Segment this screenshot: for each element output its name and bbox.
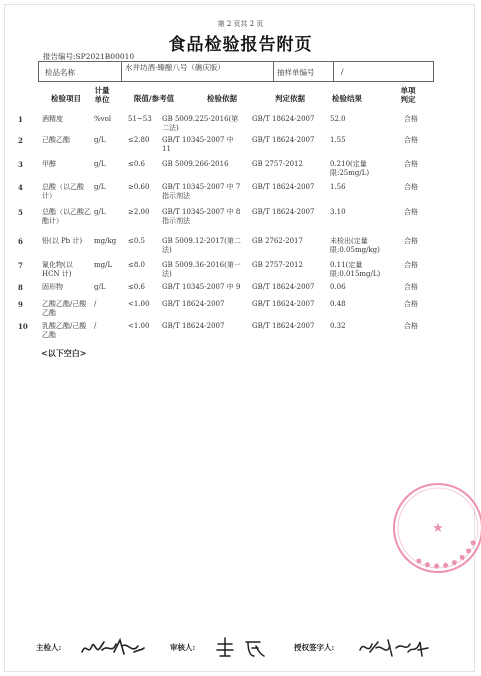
cell-method: GB/T 10345-2007 中 11 [162, 136, 234, 153]
reviewer-label: 审核人: [170, 643, 196, 652]
cell-verdict: 合格 [404, 115, 418, 123]
inspector-signature [78, 636, 148, 660]
sample-no-value: / [341, 67, 344, 76]
cell-unit: g/L [94, 183, 106, 191]
cell-method: GB 5009.36-2016(第一法) [162, 261, 241, 278]
cell-standard: GB/T 18624-2007 [252, 183, 315, 191]
cell-unit: / [94, 300, 97, 308]
cell-verdict: 合格 [404, 300, 418, 308]
cell-result: 52.0 [330, 115, 346, 123]
cell-item: 固形物 [42, 283, 63, 291]
cell-item: 铅(以 Pb 计) [42, 237, 83, 245]
sample-no-label: 抽样单编号 [277, 68, 315, 77]
cell-limit: <1.00 [128, 300, 150, 308]
cell-no: 4 [18, 183, 23, 192]
signer-signature [356, 636, 436, 660]
cell-unit: mg/kg [94, 237, 117, 245]
cell-unit: g/L [94, 283, 106, 291]
cell-item: 总酸（以乙酸计） [42, 183, 84, 200]
header-result: 检验结果 [332, 94, 362, 103]
header-unit: 计量单位 [94, 86, 110, 104]
cell-result: 0.32 [330, 322, 346, 330]
cell-method: GB/T 10345-2007 中 7 指示剂法 [162, 183, 241, 200]
cell-standard: GB/T 18624-2007 [252, 115, 315, 123]
cell-verdict: 合格 [404, 136, 418, 144]
cell-no: 2 [18, 136, 23, 145]
cell-no: 6 [18, 237, 23, 246]
svg-text:★: ★ [432, 521, 444, 536]
cell-result: 0.210(定量限:25mg/L) [330, 160, 370, 177]
sample-info-box [38, 61, 434, 82]
cell-unit: g/L [94, 160, 106, 168]
page-title: 食品检验报告附页 [168, 35, 313, 55]
svg-text:◆ ◆ ◆ ◆ ◆ ◆ ◆ ◆: ◆ ◆ ◆ ◆ ◆ ◆ ◆ ◆ [413, 538, 479, 572]
cell-verdict: 合格 [404, 160, 418, 168]
cell-result: 0.06 [330, 283, 346, 291]
cell-standard: GB/T 18624-2007 [252, 300, 315, 308]
cell-verdict: 合格 [404, 261, 418, 269]
cell-result: 未检出(定量限:0.05mg/kg) [330, 237, 380, 254]
sample-name-label: 检品名称 [45, 68, 75, 77]
cell-item: 己酸乙酯 [42, 136, 70, 144]
cell-standard: GB/T 18624-2007 [252, 208, 315, 216]
cell-method: GB 5009.12-2017(第二法) [162, 237, 241, 254]
header-verdict: 单项判定 [400, 86, 416, 104]
cell-result: 3.10 [330, 208, 346, 216]
cell-unit: %vol [94, 115, 112, 123]
signature-row [0, 636, 481, 660]
cell-unit: g/L [94, 208, 106, 216]
cell-limit: ≤0.6 [128, 283, 145, 291]
cell-result: 1.56 [330, 183, 346, 191]
header-standard: 判定依据 [275, 94, 305, 103]
inspector-label: 主检人: [36, 643, 62, 652]
report-number: 报告编号:SP2021B00010 [43, 52, 135, 61]
cell-standard: GB 2757-2012 [252, 160, 303, 168]
cell-verdict: 合格 [404, 183, 418, 191]
cell-verdict: 合格 [404, 208, 418, 216]
cell-result: 0.48 [330, 300, 346, 308]
cell-limit: <1.00 [128, 322, 150, 330]
cell-no: 5 [18, 208, 23, 217]
cell-standard: GB/T 18624-2007 [252, 136, 315, 144]
cell-limit: ≤8.0 [128, 261, 145, 269]
cell-no: 3 [18, 160, 23, 169]
cell-method: GB/T 10345-2007 中 9 [162, 283, 241, 291]
cell-unit: / [94, 322, 97, 330]
cell-item: 乳酸乙酯/己酸乙酯 [42, 322, 87, 339]
cell-standard: GB/T 18624-2007 [252, 322, 315, 330]
cell-standard: GB 2762-2017 [252, 237, 303, 245]
cell-method: GB 5009.225-2016(第二法) [162, 115, 239, 132]
page-number: 第 2 页共 2 页 [217, 20, 264, 28]
cell-no: 9 [18, 300, 23, 309]
reviewer-signature [214, 636, 284, 660]
cell-limit: 51~53 [128, 115, 152, 123]
cell-method: GB/T 18624-2007 [162, 322, 225, 330]
official-stamp [388, 478, 481, 578]
cell-no: 10 [18, 322, 28, 331]
cell-standard: GB 2757-2012 [252, 261, 303, 269]
cell-verdict: 合格 [404, 283, 418, 291]
cell-item: 总酯（以乙酸乙酯计） [42, 208, 91, 225]
cell-limit: ≥0.60 [128, 183, 150, 191]
cell-method: GB/T 10345-2007 中 8 指示剂法 [162, 208, 241, 225]
cell-item: 氰化物(以 HCN 计) [42, 261, 73, 278]
cell-no: 1 [18, 115, 23, 124]
cell-method: GB 5009.266-2016 [162, 160, 229, 168]
cell-item: 甲醇 [42, 160, 56, 168]
cell-limit: ≥2.00 [128, 208, 150, 216]
cell-result: 1.55 [330, 136, 346, 144]
cell-item: 乙酸乙酯/己酸乙酯 [42, 300, 87, 317]
cell-limit: ≤0.6 [128, 160, 145, 168]
header-item: 检验项目 [51, 94, 81, 103]
cell-unit: g/L [94, 136, 106, 144]
cell-method: GB/T 18624-2007 [162, 300, 225, 308]
cell-no: 8 [18, 283, 23, 292]
cell-item: 酒精度 [42, 115, 63, 123]
header-limit: 限值/参考值 [133, 94, 175, 103]
signer-label: 授权签字人: [294, 643, 335, 652]
cell-verdict: 合格 [404, 322, 418, 330]
blank-note: <以下空白> [41, 348, 87, 358]
header-method: 检验依据 [207, 94, 237, 103]
cell-limit: ≤2.80 [128, 136, 150, 144]
cell-unit: mg/L [94, 261, 113, 269]
sample-name-value: 水井坊酒·臻酿八号（礁庆版） [125, 63, 225, 72]
cell-standard: GB/T 18624-2007 [252, 283, 315, 291]
cell-verdict: 合格 [404, 237, 418, 245]
cell-result: 0.11(定量限:0.015mg/L) [330, 261, 381, 278]
cell-no: 7 [18, 261, 23, 270]
cell-limit: ≤0.5 [128, 237, 145, 245]
